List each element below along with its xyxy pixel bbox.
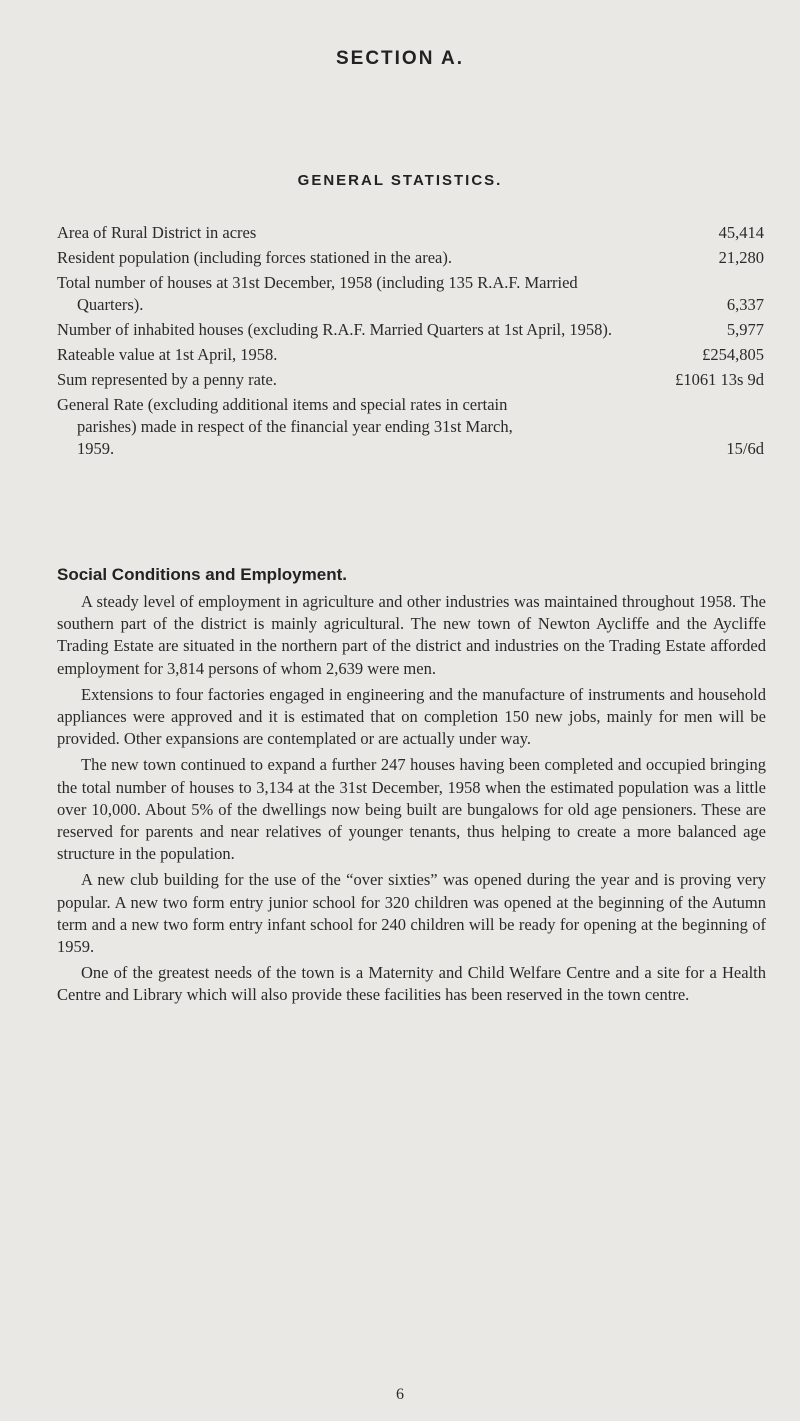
general-statistics-title: GENERAL STATISTICS. bbox=[297, 172, 503, 189]
social-conditions-heading: Social Conditions and Employment. bbox=[57, 565, 347, 584]
body-text bbox=[57, 591, 766, 1011]
stat-label: Total number of houses at 31st December, 1958 (including 135 R.A.F. Married Quarters). bbox=[57, 273, 578, 314]
paragraph: A steady level of employment in agriculture and other industries was maintained throughout 1958. The southern part of the district is mainly agricultural. The new town of Newton Aycliffe and the Aycliffe Trading Estate are situated in the northern part of the district and industries on the Trading Estate afforded employment for 3,814 persons of whom 2,639 were men. bbox=[57, 592, 766, 678]
stat-value: £1061 13s 9d bbox=[675, 370, 764, 389]
stat-value: 6,337 bbox=[726, 295, 764, 314]
stat-row bbox=[57, 247, 764, 269]
stat-row bbox=[57, 272, 764, 316]
statistics-table bbox=[57, 222, 764, 463]
stat-label: Number of inhabited houses (excluding R.A.F. Married Quarters at 1st April, 1958). bbox=[57, 320, 612, 339]
stat-label: Area of Rural District in acres bbox=[57, 223, 257, 242]
section-title: SECTION A. bbox=[335, 48, 465, 69]
stat-row bbox=[57, 222, 764, 244]
stat-label: Resident population (including forces stationed in the area). bbox=[57, 248, 452, 267]
stat-value: £254,805 bbox=[702, 345, 764, 364]
page-number: 6 bbox=[396, 1386, 404, 1403]
paragraph: One of the greatest needs of the town is a Maternity and Child Welfare Centre and a site for a Health Centre and Library which will also provide these facilities has been reserved in the town centre. bbox=[57, 963, 766, 1005]
stat-value: 5,977 bbox=[726, 320, 764, 339]
stat-label: Rateable value at 1st April, 1958. bbox=[57, 345, 278, 364]
paragraph: Extensions to four factories engaged in engineering and the manufacture of instruments and household appliances were approved and it is estimated that on completion 150 new jobs, mainly for men will be provided. Other expansions are contemplated or are actually under way. bbox=[57, 684, 766, 749]
stat-row bbox=[57, 344, 764, 366]
stat-label: Sum represented by a penny rate. bbox=[57, 370, 277, 389]
stat-label: General Rate (excluding additional items and special rates in certain parishes) made in respect of the financial year ending 31st March, 1959. bbox=[57, 395, 513, 458]
stat-row bbox=[57, 394, 764, 460]
paragraph: A new club building for the use of the “over sixties” was opened during the year and is proving very popular. A new two form entry junior school for 320 children was opened at the beginning of the Autumn term and a new two form entry infant school for 240 children will be ready for opening at the beginning of 1959. bbox=[57, 870, 766, 957]
stat-row bbox=[57, 319, 764, 341]
stat-value: 15/6d bbox=[726, 439, 764, 458]
stat-value: 45,414 bbox=[718, 223, 764, 242]
stat-row bbox=[57, 369, 764, 391]
stat-value: 21,280 bbox=[718, 248, 764, 267]
paragraph: The new town continued to expand a further 247 houses having been completed and occupied bringing the total number of houses to 3,134 at the 31st December, 1958 when the estimated population was a little over 10,000. About 5% of the dwellings now being built are bungalows for old age pensioners. These are reserved for parents and near relatives of younger tenants, thus helping to create a more balanced age structure in the population. bbox=[57, 755, 766, 864]
